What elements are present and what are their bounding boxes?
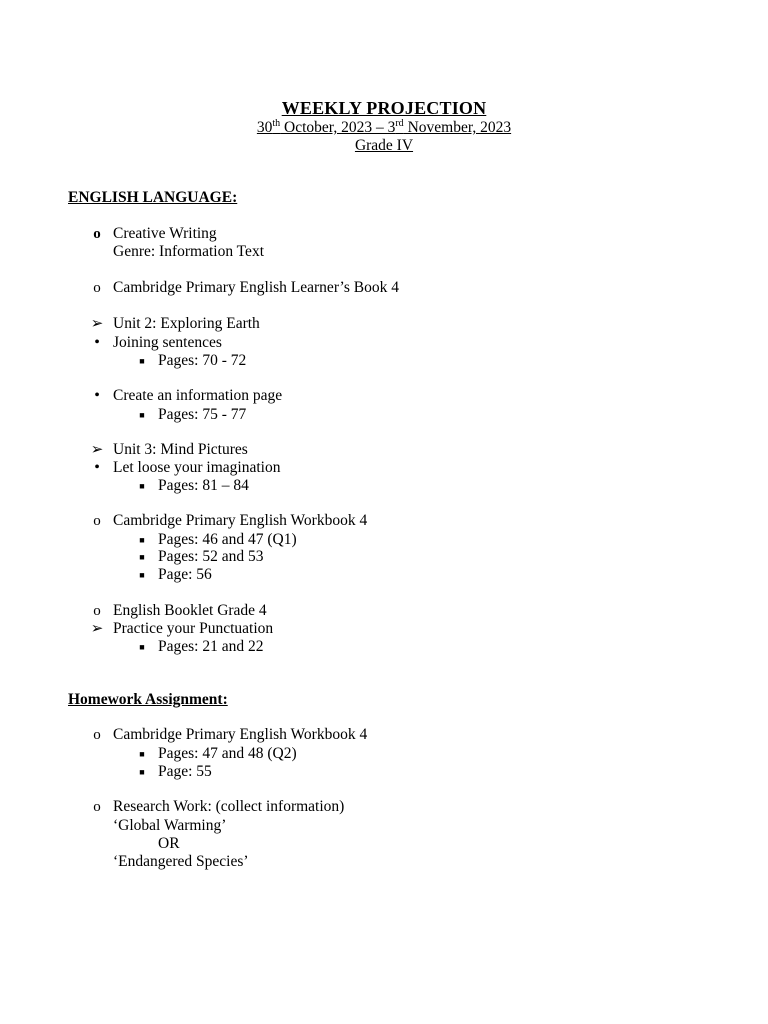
arrow-bullet-icon: ➢ (90, 621, 104, 637)
list-item-joining: Joining sentences (113, 334, 222, 351)
square-bullet-icon: ■ (139, 570, 145, 580)
list-item-imagination: Let loose your imagination (113, 459, 281, 476)
list-item-punctuation-pages: Pages: 21 and 22 (158, 638, 264, 655)
circle-bullet-icon: o (93, 603, 101, 619)
list-item-workbook-pages-3: Page: 56 (158, 566, 212, 583)
start-day: 30 (256, 119, 273, 136)
research-topic-1: ‘Global Warming’ (113, 817, 227, 834)
dot-bullet-icon: • (94, 334, 100, 351)
list-item-homework-pages-1: Pages: 47 and 48 (Q2) (158, 745, 297, 762)
english-language-heading: ENGLISH LANGUAGE: (68, 189, 238, 206)
start-day-suffix: th (272, 118, 281, 129)
date-end: November, 2023 (403, 119, 512, 136)
research-or: OR (158, 835, 180, 852)
list-item-imagination-pages: Pages: 81 – 84 (158, 477, 249, 494)
list-item-homework-workbook: Cambridge Primary English Workbook 4 (113, 726, 368, 743)
square-bullet-icon: ■ (139, 481, 145, 491)
square-bullet-icon: ■ (139, 642, 145, 652)
list-item-workbook-pages-1: Pages: 46 and 47 (Q1) (158, 531, 297, 548)
page-title: WEEKLY PROJECTION (281, 98, 487, 118)
square-bullet-icon: ■ (139, 535, 145, 545)
list-item-create-info: Create an information page (113, 387, 283, 404)
circle-bullet-icon: o (93, 513, 101, 529)
arrow-bullet-icon: ➢ (90, 316, 104, 332)
square-bullet-icon: ■ (139, 552, 145, 562)
arrow-bullet-icon: ➢ (90, 442, 104, 458)
list-item-genre: Genre: Information Text (113, 243, 264, 260)
list-item-learners-book: Cambridge Primary English Learner’s Book 4 (113, 279, 399, 296)
dot-bullet-icon: • (94, 459, 100, 476)
research-topic-2: ‘Endangered Species’ (113, 853, 249, 870)
list-item-unit2: Unit 2: Exploring Earth (113, 315, 260, 332)
homework-heading: Homework Assignment: (68, 691, 228, 708)
date-range (0, 119, 768, 137)
dot-bullet-icon: • (94, 387, 100, 404)
circle-bullet-icon: o (93, 799, 101, 815)
circle-bullet-icon: o (93, 280, 101, 296)
end-day-suffix: rd (395, 118, 404, 129)
date-middle: October, 2023 – 3 (280, 119, 396, 136)
list-item-create-info-pages: Pages: 75 - 77 (158, 406, 247, 423)
square-bullet-icon: ■ (139, 767, 145, 777)
square-bullet-icon: ■ (139, 356, 145, 366)
square-bullet-icon: ■ (139, 749, 145, 759)
list-item-unit3: Unit 3: Mind Pictures (113, 441, 248, 458)
list-item-punctuation: Practice your Punctuation (113, 620, 274, 637)
circle-bullet-icon: o (93, 727, 101, 743)
list-item-workbook-pages-2: Pages: 52 and 53 (158, 548, 264, 565)
list-item-research: Research Work: (collect information) (113, 798, 345, 815)
list-item-creative-writing: Creative Writing (113, 225, 217, 242)
list-item-joining-pages: Pages: 70 - 72 (158, 352, 247, 369)
grade-label: Grade IV (354, 137, 414, 154)
list-item-booklet: English Booklet Grade 4 (113, 602, 267, 619)
list-item-workbook: Cambridge Primary English Workbook 4 (113, 512, 368, 529)
circle-bullet-icon: o (93, 226, 101, 242)
list-item-homework-pages-2: Page: 55 (158, 763, 212, 780)
square-bullet-icon: ■ (139, 410, 145, 420)
